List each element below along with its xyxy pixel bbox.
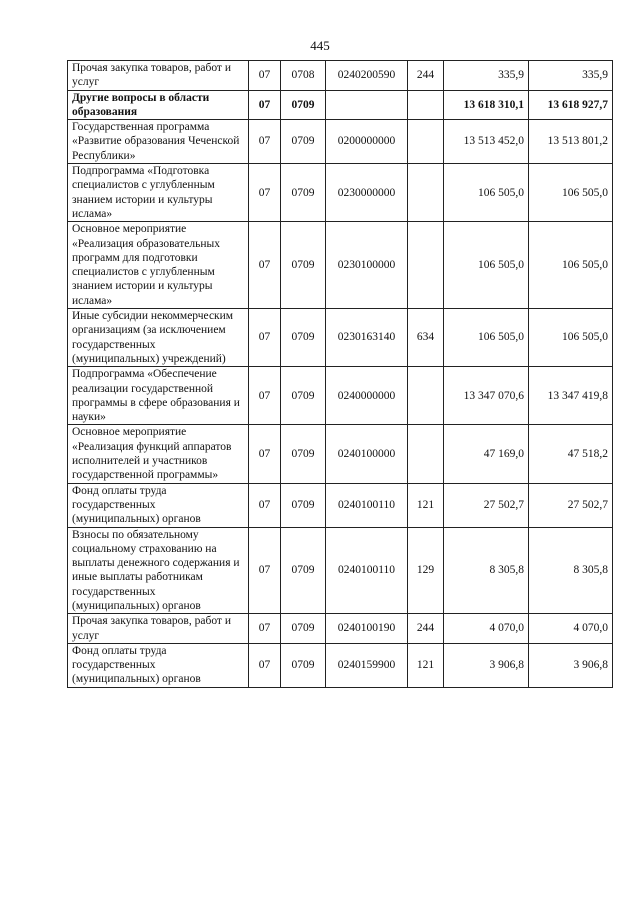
amount-year2-cell: 13 513 801,2 — [529, 120, 613, 164]
expense-type-cell: 244 — [408, 61, 444, 91]
target-article-cell: 0240000000 — [326, 367, 408, 425]
row-name-cell: Иные субсидии некоммерческим организациям (за исключением государственных (муниципальных) учреждений) — [68, 309, 249, 367]
table-row — [68, 222, 613, 309]
section-code-cell: 07 — [249, 614, 281, 644]
section-code-cell: 07 — [249, 120, 281, 164]
amount-year2-cell: 106 505,0 — [529, 309, 613, 367]
row-name-cell: Взносы по обязательному социальному страхованию на выплаты денежного содержания и иные выплаты работникам государственных (муниципальных) органов — [68, 527, 249, 614]
table-row — [68, 614, 613, 644]
target-article-cell: 0240200590 — [326, 61, 408, 91]
amount-year2-cell: 13 347 419,8 — [529, 367, 613, 425]
section-code-cell: 07 — [249, 425, 281, 483]
subsection-code-cell: 0709 — [281, 164, 326, 222]
amount-year2-cell: 13 618 927,7 — [529, 90, 613, 120]
row-name-cell: Подпрограмма «Подготовка специалистов с углубленным знанием истории и культуры ислама» — [68, 164, 249, 222]
expense-type-cell: 121 — [408, 643, 444, 687]
table-row — [68, 90, 613, 120]
amount-year2-cell: 27 502,7 — [529, 483, 613, 527]
target-article-cell — [326, 90, 408, 120]
subsection-code-cell: 0709 — [281, 309, 326, 367]
subsection-code-cell: 0709 — [281, 527, 326, 614]
amount-year2-cell: 47 518,2 — [529, 425, 613, 483]
amount-year1-cell: 106 505,0 — [444, 309, 529, 367]
row-name-cell: Государственная программа «Развитие образования Чеченской Республики» — [68, 120, 249, 164]
amount-year1-cell: 8 305,8 — [444, 527, 529, 614]
amount-year1-cell: 27 502,7 — [444, 483, 529, 527]
expense-type-cell: 121 — [408, 483, 444, 527]
amount-year1-cell: 13 513 452,0 — [444, 120, 529, 164]
subsection-code-cell: 0709 — [281, 222, 326, 309]
row-name-cell: Прочая закупка товаров, работ и услуг — [68, 614, 249, 644]
table-body — [68, 61, 613, 688]
table-row — [68, 643, 613, 687]
subsection-code-cell: 0709 — [281, 614, 326, 644]
section-code-cell: 07 — [249, 61, 281, 91]
amount-year2-cell: 3 906,8 — [529, 643, 613, 687]
amount-year1-cell: 4 070,0 — [444, 614, 529, 644]
amount-year2-cell: 106 505,0 — [529, 222, 613, 309]
expense-type-cell — [408, 367, 444, 425]
amount-year1-cell: 13 347 070,6 — [444, 367, 529, 425]
amount-year2-cell: 335,9 — [529, 61, 613, 91]
row-name-cell: Фонд оплаты труда государственных (муниципальных) органов — [68, 643, 249, 687]
section-code-cell: 07 — [249, 164, 281, 222]
expense-type-cell — [408, 120, 444, 164]
row-name-cell: Основное мероприятие «Реализация функций аппаратов исполнителей и участников государственной программы» — [68, 425, 249, 483]
target-article-cell: 0240100110 — [326, 483, 408, 527]
row-name-cell: Фонд оплаты труда государственных (муниципальных) органов — [68, 483, 249, 527]
amount-year1-cell: 13 618 310,1 — [444, 90, 529, 120]
expense-type-cell: 129 — [408, 527, 444, 614]
target-article-cell: 0230163140 — [326, 309, 408, 367]
section-code-cell: 07 — [249, 527, 281, 614]
row-name-cell: Основное мероприятие «Реализация образовательных программ для подготовки специалистов с углубленным знанием истории и культуры ислама» — [68, 222, 249, 309]
section-code-cell: 07 — [249, 222, 281, 309]
budget-table — [67, 60, 613, 688]
page-number: 445 — [310, 38, 330, 53]
amount-year2-cell: 4 070,0 — [529, 614, 613, 644]
subsection-code-cell: 0709 — [281, 483, 326, 527]
target-article-cell: 0240100000 — [326, 425, 408, 483]
target-article-cell: 0240159900 — [326, 643, 408, 687]
section-code-cell: 07 — [249, 643, 281, 687]
subsection-code-cell: 0709 — [281, 425, 326, 483]
expense-type-cell — [408, 222, 444, 309]
row-name-cell: Подпрограмма «Обеспечение реализации государственной программы в сфере образования и науки» — [68, 367, 249, 425]
expense-type-cell — [408, 425, 444, 483]
row-name-cell: Прочая закупка товаров, работ и услуг — [68, 61, 249, 91]
table-row — [68, 527, 613, 614]
section-code-cell: 07 — [249, 90, 281, 120]
target-article-cell: 0230000000 — [326, 164, 408, 222]
amount-year1-cell: 47 169,0 — [444, 425, 529, 483]
subsection-code-cell: 0709 — [281, 643, 326, 687]
subsection-code-cell: 0709 — [281, 90, 326, 120]
section-code-cell: 07 — [249, 309, 281, 367]
table-row — [68, 425, 613, 483]
amount-year2-cell: 8 305,8 — [529, 527, 613, 614]
table-row — [68, 309, 613, 367]
amount-year1-cell: 335,9 — [444, 61, 529, 91]
target-article-cell: 0230100000 — [326, 222, 408, 309]
target-article-cell: 0240100110 — [326, 527, 408, 614]
subsection-code-cell: 0709 — [281, 367, 326, 425]
target-article-cell: 0240100190 — [326, 614, 408, 644]
target-article-cell: 0200000000 — [326, 120, 408, 164]
table-row — [68, 164, 613, 222]
amount-year2-cell: 106 505,0 — [529, 164, 613, 222]
table-row — [68, 367, 613, 425]
expense-type-cell — [408, 90, 444, 120]
row-name-cell: Другие вопросы в области образования — [68, 90, 249, 120]
subsection-code-cell: 0709 — [281, 120, 326, 164]
subsection-code-cell: 0708 — [281, 61, 326, 91]
expense-type-cell: 634 — [408, 309, 444, 367]
amount-year1-cell: 106 505,0 — [444, 222, 529, 309]
table-row — [68, 61, 613, 91]
amount-year1-cell: 106 505,0 — [444, 164, 529, 222]
amount-year1-cell: 3 906,8 — [444, 643, 529, 687]
expense-type-cell: 244 — [408, 614, 444, 644]
table-row — [68, 120, 613, 164]
section-code-cell: 07 — [249, 367, 281, 425]
table-row — [68, 483, 613, 527]
expense-type-cell — [408, 164, 444, 222]
section-code-cell: 07 — [249, 483, 281, 527]
